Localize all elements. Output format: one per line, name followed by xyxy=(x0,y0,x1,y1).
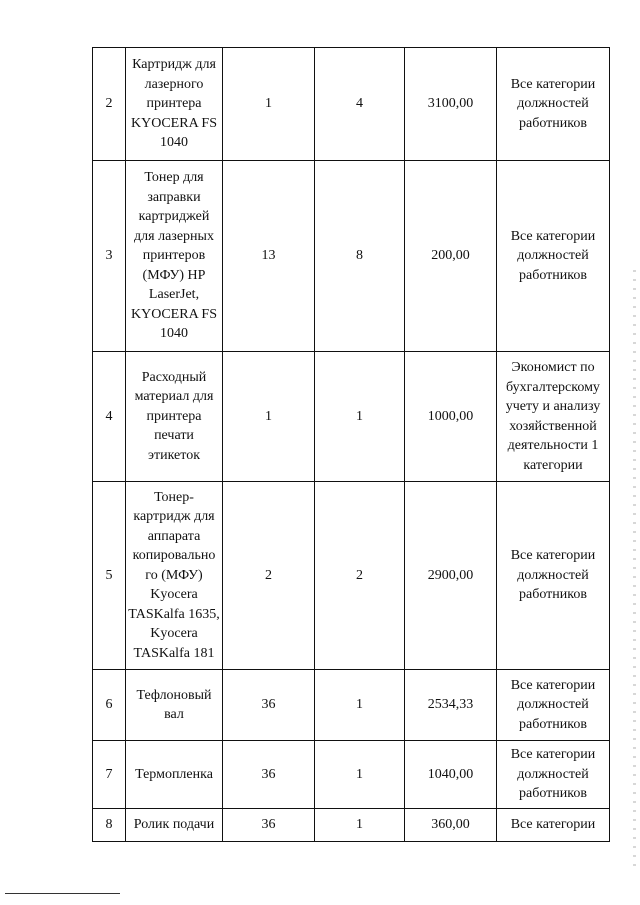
quantity-cell: 1 xyxy=(223,352,315,482)
price-cell: 2900,00 xyxy=(405,482,497,670)
row-number: 2 xyxy=(93,48,126,161)
row-number: 3 xyxy=(93,161,126,352)
category-cell: Все категории xyxy=(497,809,610,842)
price-cell: 200,00 xyxy=(405,161,497,352)
table-row xyxy=(93,352,610,482)
category-cell: Все категории должностей работников xyxy=(497,161,610,352)
table-row xyxy=(93,48,610,161)
quantity-cell: 2 xyxy=(315,482,405,670)
quantity-cell: 4 xyxy=(315,48,405,161)
quantity-cell: 1 xyxy=(315,670,405,741)
price-cell: 3100,00 xyxy=(405,48,497,161)
quantity-cell: 1 xyxy=(315,352,405,482)
footnote-divider xyxy=(5,893,120,894)
item-name: Тонер для заправки картриджей для лазерных принтеров (МФУ) HP LaserJet, KYOCERA FS 1040 xyxy=(126,161,223,352)
item-name: Термопленка xyxy=(126,741,223,809)
row-number: 5 xyxy=(93,482,126,670)
category-cell: Все категории должностей работников xyxy=(497,670,610,741)
quantity-cell: 2 xyxy=(223,482,315,670)
item-name: Картридж для лазерного принтера KYOCERA FS 1040 xyxy=(126,48,223,161)
price-cell: 360,00 xyxy=(405,809,497,842)
row-number: 8 xyxy=(93,809,126,842)
table-row xyxy=(93,670,610,741)
quantity-cell: 36 xyxy=(223,741,315,809)
scan-edge-marks xyxy=(633,270,636,870)
quantity-cell: 13 xyxy=(223,161,315,352)
table-row xyxy=(93,482,610,670)
item-name: Тонер-картридж для аппарата копировально го (МФУ) Kyocera TASKalfa 1635, Kyocera TASKalfa 181 xyxy=(126,482,223,670)
row-number: 4 xyxy=(93,352,126,482)
category-cell: Все категории должностей работников xyxy=(497,482,610,670)
price-cell: 1040,00 xyxy=(405,741,497,809)
quantity-cell: 36 xyxy=(223,809,315,842)
quantity-cell: 1 xyxy=(315,809,405,842)
quantity-cell: 36 xyxy=(223,670,315,741)
item-name: Ролик подачи xyxy=(126,809,223,842)
category-cell: Все категории должностей работников xyxy=(497,741,610,809)
table-row xyxy=(93,809,610,842)
quantity-cell: 8 xyxy=(315,161,405,352)
category-cell: Все категории должностей работников xyxy=(497,48,610,161)
item-name: Расходный материал для принтера печати этикеток xyxy=(126,352,223,482)
row-number: 7 xyxy=(93,741,126,809)
supplies-table xyxy=(92,47,610,842)
table-row xyxy=(93,161,610,352)
table-row xyxy=(93,741,610,809)
row-number: 6 xyxy=(93,670,126,741)
category-cell: Экономист по бухгалтерскому учету и анализу хозяйственной деятельности 1 категории xyxy=(497,352,610,482)
price-cell: 2534,33 xyxy=(405,670,497,741)
quantity-cell: 1 xyxy=(315,741,405,809)
price-cell: 1000,00 xyxy=(405,352,497,482)
item-name: Тефлоновый вал xyxy=(126,670,223,741)
quantity-cell: 1 xyxy=(223,48,315,161)
